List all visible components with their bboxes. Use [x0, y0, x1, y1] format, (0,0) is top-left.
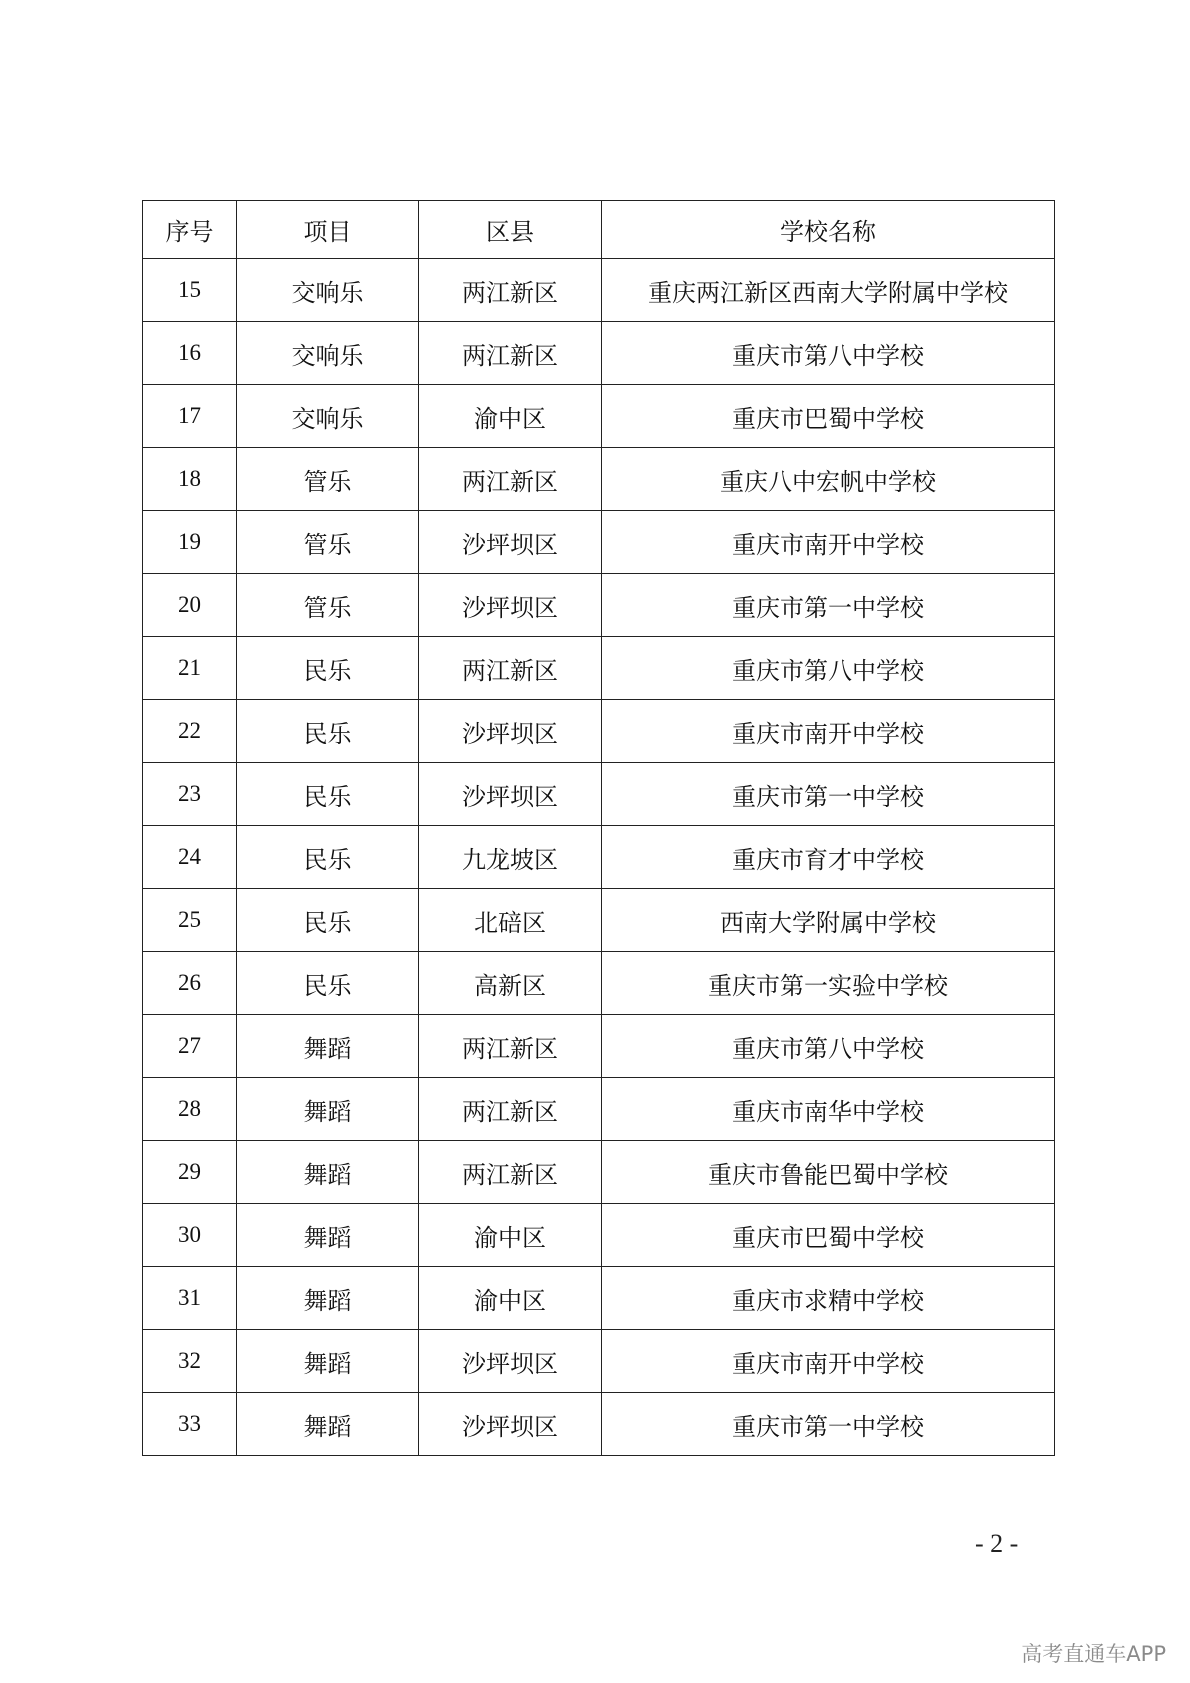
cell-school-name: 重庆市育才中学校	[602, 826, 1055, 889]
cell-district: 渝中区	[419, 1204, 602, 1267]
cell-school-name: 重庆市巴蜀中学校	[602, 385, 1055, 448]
header-school-name: 学校名称	[602, 201, 1055, 259]
cell-district: 沙坪坝区	[419, 1330, 602, 1393]
table-row	[143, 826, 1055, 889]
table-row	[143, 1015, 1055, 1078]
cell-project: 管乐	[237, 574, 419, 637]
table-row	[143, 763, 1055, 826]
table-header	[143, 201, 1055, 259]
cell-project: 交响乐	[237, 259, 419, 322]
cell-school-name: 重庆市鲁能巴蜀中学校	[602, 1141, 1055, 1204]
cell-school-name: 重庆两江新区西南大学附属中学校	[602, 259, 1055, 322]
table-row	[143, 322, 1055, 385]
cell-serial-number: 33	[143, 1393, 237, 1456]
table-row	[143, 448, 1055, 511]
cell-project: 民乐	[237, 637, 419, 700]
cell-district: 沙坪坝区	[419, 574, 602, 637]
cell-district: 沙坪坝区	[419, 700, 602, 763]
cell-project: 民乐	[237, 889, 419, 952]
cell-school-name: 重庆市第一中学校	[602, 1393, 1055, 1456]
cell-project: 舞蹈	[237, 1204, 419, 1267]
cell-district: 北碚区	[419, 889, 602, 952]
cell-project: 民乐	[237, 700, 419, 763]
cell-project: 舞蹈	[237, 1393, 419, 1456]
cell-serial-number: 27	[143, 1015, 237, 1078]
cell-district: 两江新区	[419, 1141, 602, 1204]
cell-serial-number: 28	[143, 1078, 237, 1141]
header-district: 区县	[419, 201, 602, 259]
cell-serial-number: 17	[143, 385, 237, 448]
cell-serial-number: 21	[143, 637, 237, 700]
cell-district: 沙坪坝区	[419, 763, 602, 826]
cell-serial-number: 31	[143, 1267, 237, 1330]
header-row	[143, 201, 1055, 259]
cell-district: 两江新区	[419, 637, 602, 700]
cell-project: 民乐	[237, 763, 419, 826]
cell-district: 沙坪坝区	[419, 1393, 602, 1456]
cell-school-name: 西南大学附属中学校	[602, 889, 1055, 952]
page-number: - 2 -	[975, 1529, 1019, 1558]
cell-serial-number: 15	[143, 259, 237, 322]
cell-project: 管乐	[237, 511, 419, 574]
table-row	[143, 952, 1055, 1015]
cell-project: 管乐	[237, 448, 419, 511]
cell-project: 舞蹈	[237, 1015, 419, 1078]
cell-school-name: 重庆市巴蜀中学校	[602, 1204, 1055, 1267]
cell-serial-number: 25	[143, 889, 237, 952]
table-body	[143, 259, 1055, 1456]
cell-project: 民乐	[237, 826, 419, 889]
table-row	[143, 385, 1055, 448]
cell-serial-number: 16	[143, 322, 237, 385]
cell-school-name: 重庆市第八中学校	[602, 1015, 1055, 1078]
cell-school-name: 重庆市第一中学校	[602, 574, 1055, 637]
table-row	[143, 1078, 1055, 1141]
cell-serial-number: 24	[143, 826, 237, 889]
cell-district: 两江新区	[419, 259, 602, 322]
table-row	[143, 1267, 1055, 1330]
cell-school-name: 重庆市南华中学校	[602, 1078, 1055, 1141]
cell-school-name: 重庆市南开中学校	[602, 511, 1055, 574]
table-row	[143, 259, 1055, 322]
header-serial-number: 序号	[143, 201, 237, 259]
cell-district: 两江新区	[419, 448, 602, 511]
cell-district: 两江新区	[419, 1015, 602, 1078]
cell-project: 交响乐	[237, 322, 419, 385]
cell-project: 舞蹈	[237, 1330, 419, 1393]
table-row	[143, 1204, 1055, 1267]
cell-serial-number: 20	[143, 574, 237, 637]
cell-project: 交响乐	[237, 385, 419, 448]
cell-serial-number: 23	[143, 763, 237, 826]
header-project: 项目	[237, 201, 419, 259]
cell-serial-number: 30	[143, 1204, 237, 1267]
cell-district: 沙坪坝区	[419, 511, 602, 574]
cell-school-name: 重庆市南开中学校	[602, 1330, 1055, 1393]
table-row	[143, 637, 1055, 700]
table-row	[143, 511, 1055, 574]
cell-school-name: 重庆市第一中学校	[602, 763, 1055, 826]
cell-serial-number: 26	[143, 952, 237, 1015]
table-row	[143, 574, 1055, 637]
cell-school-name: 重庆市第一实验中学校	[602, 952, 1055, 1015]
cell-district: 渝中区	[419, 385, 602, 448]
table-row	[143, 1393, 1055, 1456]
cell-project: 民乐	[237, 952, 419, 1015]
cell-serial-number: 18	[143, 448, 237, 511]
table-row	[143, 1141, 1055, 1204]
cell-district: 九龙坡区	[419, 826, 602, 889]
cell-district: 渝中区	[419, 1267, 602, 1330]
cell-school-name: 重庆市南开中学校	[602, 700, 1055, 763]
cell-district: 两江新区	[419, 1078, 602, 1141]
table-row	[143, 889, 1055, 952]
cell-serial-number: 29	[143, 1141, 237, 1204]
table-row	[143, 1330, 1055, 1393]
cell-project: 舞蹈	[237, 1267, 419, 1330]
cell-project: 舞蹈	[237, 1141, 419, 1204]
watermark: 高考直通车APP	[1021, 1642, 1166, 1666]
cell-school-name: 重庆市求精中学校	[602, 1267, 1055, 1330]
cell-serial-number: 19	[143, 511, 237, 574]
cell-district: 高新区	[419, 952, 602, 1015]
cell-project: 舞蹈	[237, 1078, 419, 1141]
schools-table	[142, 200, 1055, 1456]
cell-serial-number: 32	[143, 1330, 237, 1393]
cell-school-name: 重庆市第八中学校	[602, 322, 1055, 385]
cell-school-name: 重庆八中宏帆中学校	[602, 448, 1055, 511]
cell-district: 两江新区	[419, 322, 602, 385]
table-row	[143, 700, 1055, 763]
cell-serial-number: 22	[143, 700, 237, 763]
cell-school-name: 重庆市第八中学校	[602, 637, 1055, 700]
